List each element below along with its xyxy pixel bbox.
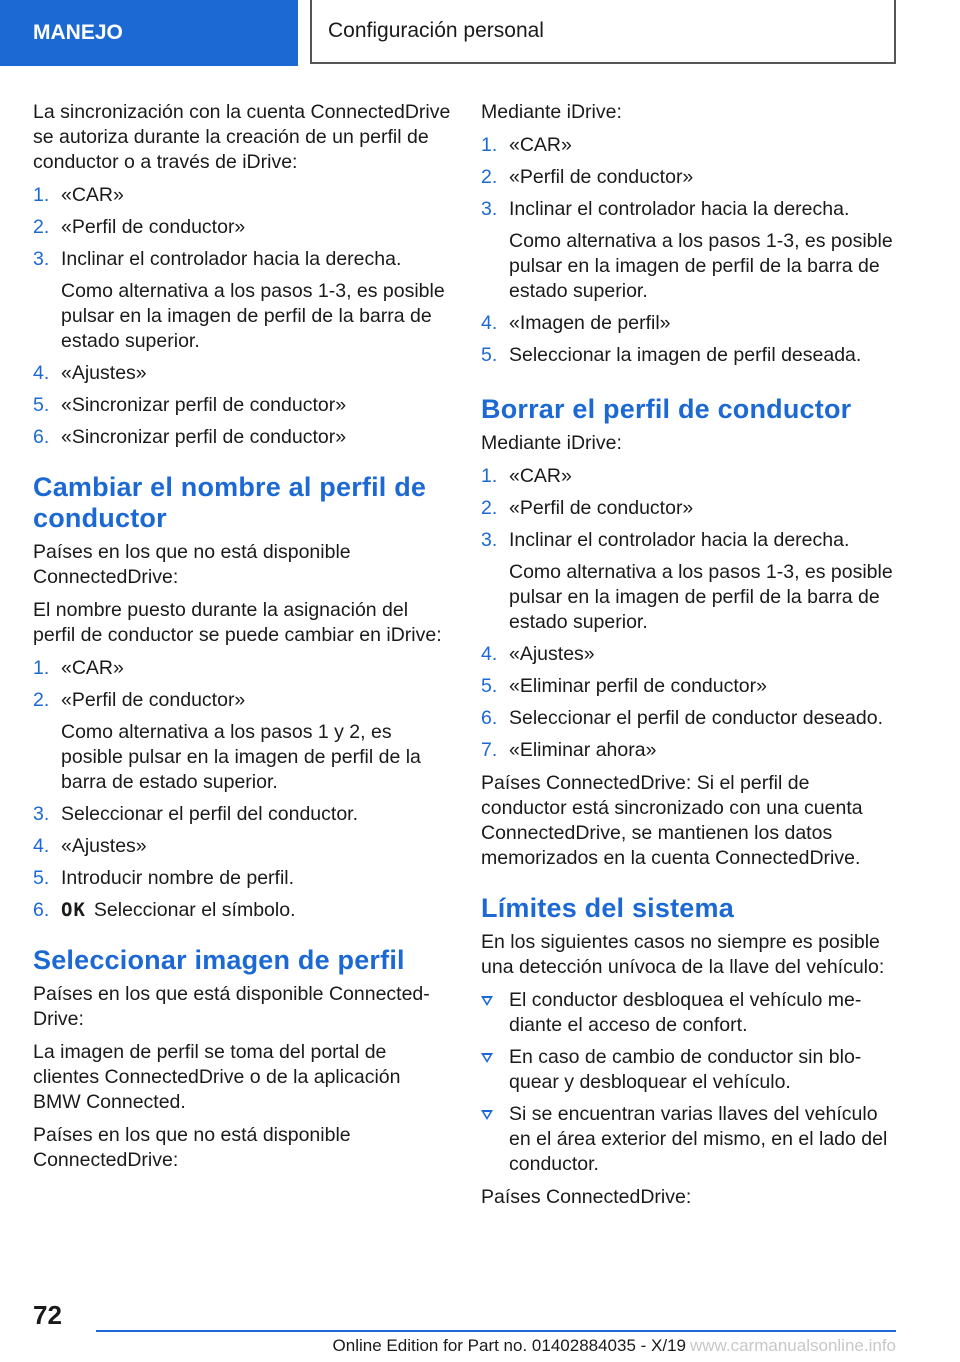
step-number: 5. (33, 394, 50, 416)
step-item (33, 425, 451, 450)
edition-text: Online Edition for Part no. 01402884035 - X/19 (332, 1336, 686, 1355)
step-item (33, 247, 451, 354)
step-number: 1. (481, 134, 498, 156)
delete-note: Países ConnectedDrive: Si el perfil de conductor está sincronizado con una cuenta ConnectedDrive, se mantienen los datos memorizados en la cuenta ConnectedDrive. (481, 772, 863, 869)
step-text: Introducir nombre de perfil. (61, 867, 295, 889)
step-number: 5. (481, 344, 498, 366)
step-text: «CAR» (509, 134, 572, 156)
image-idrive-intro: Mediante iDrive: (481, 101, 622, 123)
rename-paragraph-2: El nombre puesto durante la asignación del perfil de conductor se puede cambiar en iDrive: (33, 599, 442, 646)
step-item (481, 311, 899, 336)
step-number: 6. (481, 707, 498, 729)
step-text: «Imagen de perfil» (509, 312, 671, 334)
step-item (481, 197, 899, 304)
step-text: «Eliminar ahora» (509, 739, 657, 761)
step-item (481, 674, 899, 699)
delete-intro: Mediante iDrive: (481, 432, 622, 454)
step-number: 3. (481, 529, 498, 551)
step-text: «Perfil de conductor» (509, 497, 694, 519)
step-text: «Sincronizar perfil de conductor» (61, 426, 347, 448)
step-number: 1. (481, 465, 498, 487)
step-text: Seleccionar el perfil del conductor. (61, 803, 359, 825)
step-number: 7. (481, 739, 498, 761)
heading-select-image: Seleccionar imagen de perfil (33, 945, 405, 975)
step-text: Seleccionar el perfil de conductor deseado. (509, 707, 883, 729)
step-text: Inclinar el controlador hacia la derecha. (61, 248, 402, 270)
step-item (481, 464, 899, 489)
step-item (481, 706, 899, 731)
step-note: Como alternativa a los pasos 1 y 2, es posible pulsar en la imagen de perfil de la barra de estado superior. (61, 721, 421, 793)
bullet-item (481, 1045, 899, 1095)
watermark: www.carmanualsonline.info (690, 1336, 896, 1355)
step-note: Como alternativa a los pasos 1-3, es posible pulsar en la imagen de perfil de la barra de estado superior. (509, 561, 893, 633)
step-number: 4. (481, 643, 498, 665)
step-number: 1. (33, 184, 50, 206)
step-note: Como alternativa a los pasos 1-3, es posible pulsar en la imagen de perfil de la barra de estado superior. (509, 230, 893, 302)
image-paragraph-2: La imagen de perfil se toma del portal de clientes ConnectedDrive o de la aplicación BMW Connected. (33, 1041, 401, 1113)
step-number: 3. (481, 198, 498, 220)
step-item (33, 656, 451, 681)
step-text: «Perfil de conductor» (61, 689, 246, 711)
step-text: «Ajustes» (61, 835, 147, 857)
step-text: «Ajustes» (509, 643, 595, 665)
step-number: 2. (33, 216, 50, 238)
left-column (33, 100, 451, 1181)
step-item (33, 898, 451, 923)
step-item (481, 343, 899, 368)
step-text: Seleccionar el símbolo. (93, 899, 296, 921)
section-tab: MANEJO (0, 0, 298, 66)
footer-divider (96, 1330, 896, 1332)
rename-paragraph-1: Países en los que no está disponible ConnectedDrive: (33, 541, 351, 588)
heading-rename-profile: Cambiar el nombre al perfil de conductor (33, 472, 427, 533)
step-item (33, 688, 451, 795)
chapter-title: Configuración personal (310, 0, 896, 64)
page-header (0, 0, 960, 68)
bullet-text: El conductor desbloquea el vehículo mediante el acceso de confort. (509, 989, 862, 1036)
page-number: 72 (33, 1300, 62, 1330)
triangle-bullet-icon (481, 1110, 493, 1120)
bullet-item (481, 988, 899, 1038)
limits-list (481, 988, 899, 1177)
step-text: «Eliminar perfil de conductor» (509, 675, 767, 697)
bullet-text: Si se encuentran varias llaves del vehículo en el área exterior del mismo, en el lado del conductor. (509, 1103, 888, 1175)
step-text: «CAR» (61, 657, 124, 679)
page-footer (0, 1290, 960, 1362)
step-item (481, 133, 899, 158)
step-text: Seleccionar la imagen de perfil deseada. (509, 344, 862, 366)
step-number: 5. (481, 675, 498, 697)
step-item (481, 642, 899, 667)
step-number: 6. (33, 899, 50, 921)
step-item (33, 361, 451, 386)
image-steps-list (481, 133, 899, 368)
step-number: 4. (33, 835, 50, 857)
sync-intro: La sincronización con la cuenta ConnectedDrive se autoriza durante la creación de un perfil de conductor o a través de iDrive: (33, 101, 451, 173)
step-text: «Ajustes» (61, 362, 147, 384)
step-text: «Sincronizar perfil de conductor» (61, 394, 347, 416)
step-item (33, 802, 451, 827)
step-number: 4. (33, 362, 50, 384)
step-number: 6. (33, 426, 50, 448)
step-text: Inclinar el controlador hacia la derecha. (509, 529, 850, 551)
limits-outro: Países ConnectedDrive: (481, 1186, 692, 1208)
delete-steps-list (481, 464, 899, 763)
step-item (33, 393, 451, 418)
step-number: 2. (481, 497, 498, 519)
step-item (33, 866, 451, 891)
step-item (481, 496, 899, 521)
sync-steps-list (33, 183, 451, 450)
image-paragraph-3: Países en los que no está disponible ConnectedDrive: (33, 1124, 351, 1171)
limits-intro: En los siguientes casos no siempre es posible una detección unívoca de la llave del vehículo: (481, 931, 885, 978)
step-number: 2. (33, 689, 50, 711)
step-item (481, 528, 899, 635)
step-item (33, 834, 451, 859)
step-number: 3. (33, 803, 50, 825)
step-number: 5. (33, 867, 50, 889)
image-paragraph-1: Países en los que está disponible ConnectedDrive: (33, 983, 430, 1030)
step-text: «Perfil de conductor» (61, 216, 246, 238)
rename-steps-list (33, 656, 451, 923)
triangle-bullet-icon (481, 1053, 493, 1063)
step-text: Inclinar el controlador hacia la derecha. (509, 198, 850, 220)
step-number: 3. (33, 248, 50, 270)
bullet-text: En caso de cambio de conductor sin bloquear y desbloquear el vehículo. (509, 1046, 862, 1093)
heading-delete-profile: Borrar el perfil de conductor (481, 394, 852, 424)
step-text: «CAR» (509, 465, 572, 487)
step-item (33, 183, 451, 208)
step-number: 1. (33, 657, 50, 679)
step-text: «Perfil de conductor» (509, 166, 694, 188)
step-item (481, 165, 899, 190)
step-number: 4. (481, 312, 498, 334)
bullet-item (481, 1102, 899, 1177)
triangle-bullet-icon (481, 996, 493, 1006)
step-note: Como alternativa a los pasos 1-3, es posible pulsar en la imagen de perfil de la barra de estado superior. (61, 280, 445, 352)
right-column (481, 100, 899, 1218)
ok-icon: OK (61, 899, 86, 921)
heading-system-limits: Límites del sistema (481, 893, 734, 923)
step-item (481, 738, 899, 763)
step-item (33, 215, 451, 240)
step-number: 2. (481, 166, 498, 188)
step-text: «CAR» (61, 184, 124, 206)
